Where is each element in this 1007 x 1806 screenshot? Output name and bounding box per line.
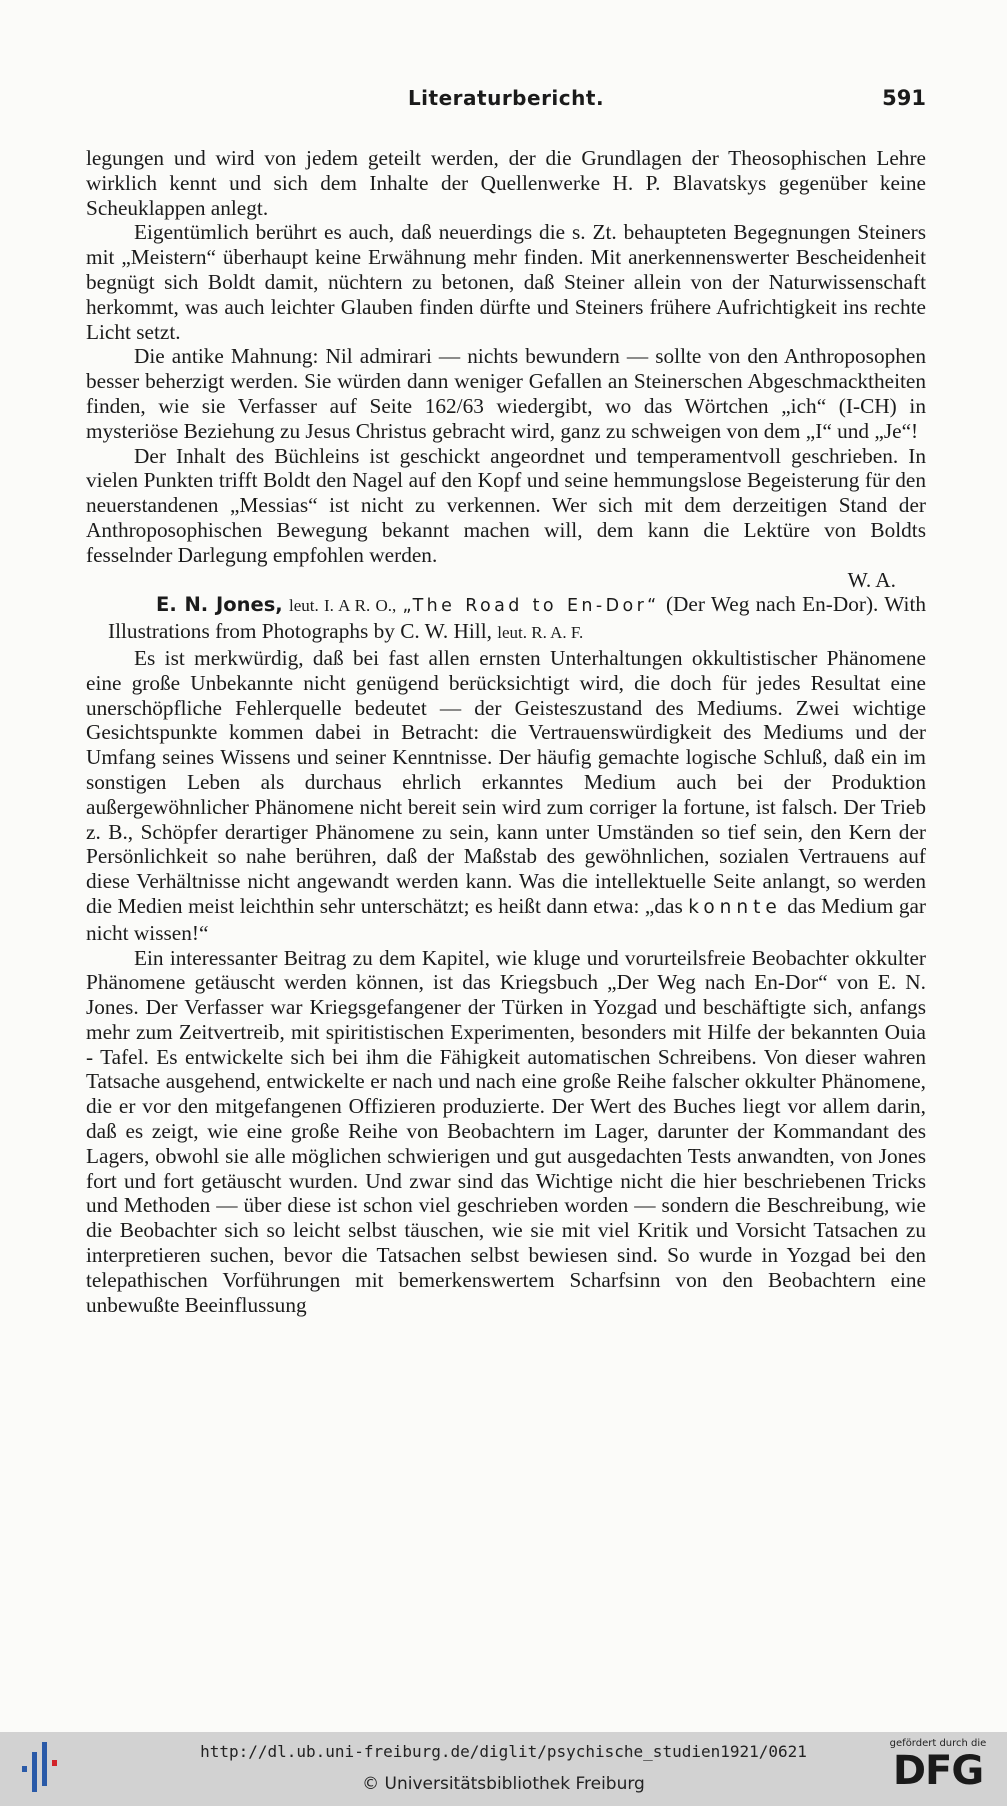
entry-details: (Der Weg nach En-Dor). With Illustrations from Photographs by C. W. Hill, (108, 592, 927, 644)
source-url[interactable]: http://dl.ub.uni-freiburg.de/diglit/psychische_studien1921/0621 (200, 1742, 807, 1761)
paragraph: Der Inhalt des Büchleins ist geschickt angeordnet und temperamentvoll geschrieben. In vielen Punkten trifft Boldt den Nagel auf den Kopf und seine hemmungslose Begeisterung für den neuerstandenen „Messias“ ist nicht zu verkennen. Wer sich mit dem derzeitigen Stand der Anthroposophischen Bewegung bekannt machen will, dem kann die Lektüre von Boldts fesselnder Darlegung empfohlen werden. (86, 443, 926, 567)
paragraph-text: Es ist merkwürdig, daß bei fast allen ernsten Unterhaltungen okkultistischer Phänomene eine große Unbekannte nicht genügend berücksichtigt wird, die doch für jedes Resultat eine unerschöpfliche Fehlerquelle bedeutet — der Geisteszustand des Mediums. Zwei wichtige Gesichtspunkte kommen dabei in Betracht: die Vertrauenswürdigkeit des Mediums und der Umfang seines Wissens und seiner Kenntnisse. Der häufig gemachte logische Schluß, daß ein im sonstigen Leben als durchaus ehrlich erkanntes Medium auch bei der Produktion außergewöhnlicher Phänomene nicht bereit sein wird zum corriger la fortune, ist falsch. Der Trieb z. B., Schöpfer derartiger Phänomene zu sein, kann unter Umständen so tief sein, den Kern der Persönlichkeit so nahe berühren, daß der Maßstab des gewöhnlichen, sozialen Vertrauens auf diese Verhältnisse nicht angewandt werden kann. Was die intellektuelle Seite anlangt, so werden die Medien meist leichthin sehr unterschätzt; es heißt dann etwa: „das (86, 645, 926, 918)
sponsor-note: gefördert durch die (889, 1738, 987, 1749)
paragraph: Eigentümlich berührt es auch, daß neuerdings die s. Zt. behaupteten Begegnungen Steiners mit „Meistern“ überhaupt keine Erwähnung mehr finden. Mit anerkennenswerter Bescheidenheit begnügt sich Boldt damit, nüchtern zu betonen, daß Steiner allein von der Naturwissenschaft herkommt, was auch leichter Glauben finden dürfte und Steiners frühere Aufrichtigkeit ins rechte Licht setzt. (86, 220, 926, 344)
footer-bar (0, 1732, 1007, 1806)
bibliographic-entry (86, 592, 926, 646)
entry-author: E. N. Jones, (156, 593, 283, 617)
dfg-logo-icon: DFG (892, 1748, 984, 1794)
page-header (86, 86, 926, 116)
paragraph: Die antike Mahnung: Nil admirari — nichts bewundern — sollte von den Anthroposophen besser beherzigt werden. Sie würden dann weniger Gefallen an Steinerschen Abgeschmacktheiten finden, wie sie Verfasser auf Seite 162/63 wiedergibt, wo das Wörtchen „ich“ (I-CH) in mysteriöse Beziehung zu Jesus Christus gebracht wird, ganz zu schweigen von dem „I“ und „Je“! (86, 344, 926, 443)
paragraph (86, 646, 926, 946)
entry-title: „The Road to En-Dor“ (402, 596, 660, 617)
page-number: 591 (882, 86, 926, 110)
body-text (86, 146, 926, 1317)
sponsor-logo (883, 1738, 993, 1802)
running-title: Literaturbericht. (407, 86, 605, 110)
copyright-notice: © Universitätsbibliothek Freiburg (362, 1774, 645, 1794)
paragraph-text-end: das Medium gar nicht wissen!“ (86, 893, 927, 945)
entry-rank-illustrator: leut. R. A. F. (497, 623, 584, 643)
reviewer-signature: W. A. (847, 567, 896, 592)
entry-rank: leut. I. A R. O., (289, 596, 397, 616)
emphasis-spaced: konnte (688, 896, 782, 918)
paragraph-continuation: legungen und wird von jedem geteilt werden, der die Grundlagen der Theosophischen Lehre wirklich kennt und sich dem Inhalte der Quellenwerke H. P. Blavatskys gegenüber keine Scheuklappen anlegt. (86, 146, 926, 220)
paragraph: Ein interessanter Beitrag zu dem Kapitel, wie kluge und vorurteilsfreie Beobachter okkulter Phänomene getäuscht werden können, ist das Kriegsbuch „Der Weg nach En-Dor“ von E. N. Jones. Der Verfasser war Kriegsgefangener der Türken in Yozgad und beschäftigte sich, anfangs mehr zum Zeitvertreib, mit spiritistischen Experimenten, besonders mit Hilfe der bekannten Ouia - Tafel. Es entwickelte sich bei ihm die Fähigkeit automatischen Schreibens. Von dieser wahren Tatsache ausgehend, entwickelte er nach und nach eine große Reihe falscher okkulter Phänomene, die er vor den mitgefangenen Offizieren produzierte. Der Wert des Buches liegt vor allem darin, daß es zeigt, wie eine große Reihe von Beobachtern im Lager, darunter der Kommandant des Lagers, obwohl sie alle möglichen schwierigen und gut ausgedachten Tests anwandten, von Jones fort und fort getäuscht wurden. Und zwar sind das Wichtige nicht die hier beschriebenen Tricks und Methoden — über diese ist schon viel geschrieben worden — sondern die Beschreibung, wie die Beobachter sich so leicht selbst täuschen, wie sie mit viel Kritik und Vorsicht Tatsachen zu interpretieren suchen, bevor die Tatsachen selbst bewiesen sind. So wurde in Yozgad bei den telepathischen Vorführungen mit bemerkenswertem Scharfsinn von den Beobachtern eine unbewußte Beeinflussung (86, 945, 926, 1317)
